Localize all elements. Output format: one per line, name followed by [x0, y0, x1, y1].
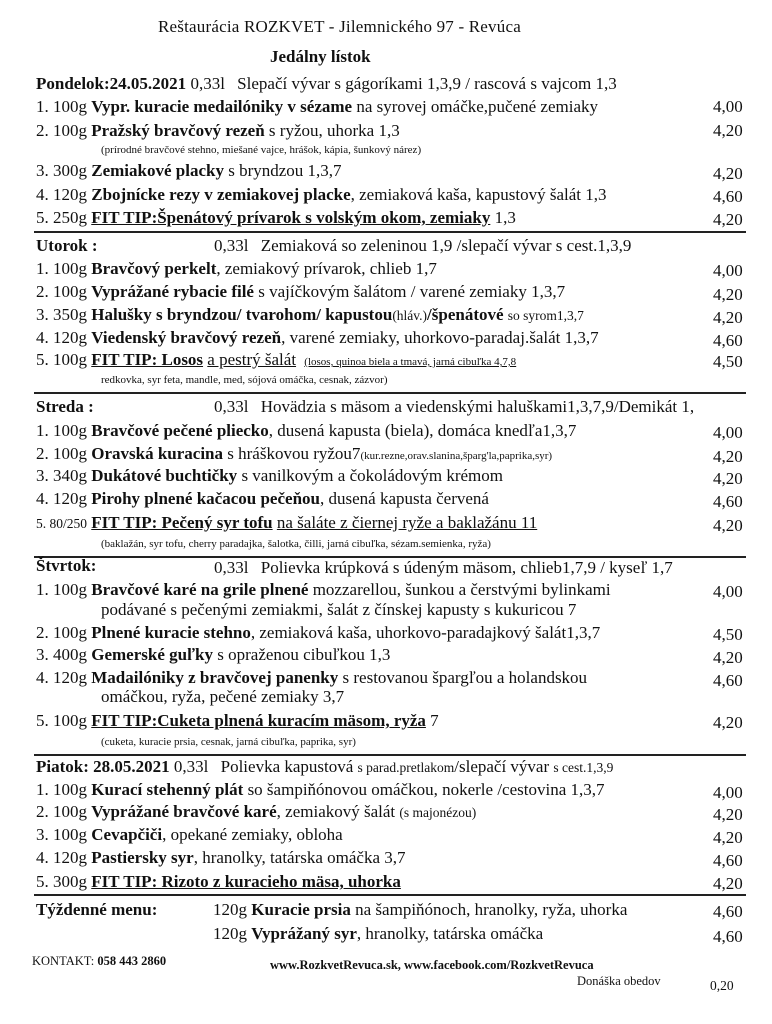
- item-dish: Oravská kuracina: [91, 444, 224, 463]
- menu-item: [36, 623, 600, 643]
- item-dish: Gemerské guľky: [91, 645, 214, 664]
- menu-item: [36, 513, 537, 533]
- menu-item: [36, 872, 401, 892]
- menu-item: [36, 161, 342, 181]
- contact-label: KONTAKT:: [32, 954, 95, 968]
- menu-item: [36, 305, 584, 325]
- item-subtext: redkovka, syr feta, mandle, med, sójová omáčka, cesnak, zázvor): [101, 374, 388, 386]
- soup-text: Hovädzia s mäsom a viedenskými haluškami1,3,7,9/Demikát 1,: [260, 397, 695, 416]
- item-rest: , zemiaková kaša, uhorkovo-paradajkový šalát1,3,7: [250, 623, 601, 642]
- item-price: 4,60: [713, 671, 743, 690]
- item-dish: Dukátové buchtičky: [91, 466, 238, 485]
- menu-item: [36, 825, 343, 845]
- item-subtext: (baklažán, syr tofu, cherry paradajka, šalotka, čilli, jarná cibuľka, sézam.semienka, ryža): [101, 538, 491, 550]
- divider: [34, 754, 746, 756]
- item-price: 4,20: [713, 874, 743, 893]
- item-rest: , varené zemiaky, uhorkovo-paradaj.šalát 1,3,7: [281, 328, 599, 347]
- item-number: 2. 100g: [36, 623, 87, 642]
- item-price: 4,20: [713, 210, 743, 229]
- item-rest: , zemiakový šalát: [276, 802, 396, 821]
- item-dish: Cevapčiči: [91, 825, 163, 844]
- item-price: 4,60: [713, 492, 743, 511]
- item-rest: s restovanou špargľou a holandskou: [342, 668, 588, 687]
- item-number: 120g: [213, 924, 247, 943]
- item-line-2: omáčkou, ryža, pečené zemiaky 3,7: [101, 687, 345, 706]
- item-price: 4,60: [713, 927, 743, 946]
- item-number: 3. 300g: [36, 161, 87, 180]
- soup-small: s parad.pretlakom: [357, 760, 455, 775]
- soup-amount: 0,33l: [214, 236, 249, 255]
- item-number: 1. 100g: [36, 580, 87, 599]
- menu-item: [36, 259, 437, 279]
- item-subtext: (prírodné bravčové stehno, miešané vajce, hrášok, kápia, šunkový nárez): [101, 144, 422, 156]
- item-dish-initial: K: [251, 900, 265, 919]
- divider: [34, 231, 746, 233]
- item-price: 4,00: [713, 783, 743, 802]
- day-name: Piatok: 28.05.2021: [36, 757, 170, 776]
- item-price: 4,60: [713, 902, 743, 921]
- item-price: 4,60: [713, 187, 743, 206]
- item-number: 4. 120g: [36, 848, 87, 867]
- item-price: 4,50: [713, 352, 743, 371]
- item-number: 3. 400g: [36, 645, 87, 664]
- item-number: 4. 120g: [36, 668, 87, 687]
- delivery-price: 0,20: [710, 978, 734, 993]
- item-rest: , zemiakový prívarok, chlieb 1,7: [216, 259, 437, 278]
- menu-item: [36, 421, 576, 441]
- item-dish: Plnené kuracie stehno: [91, 623, 251, 642]
- menu-item: [36, 645, 390, 665]
- item-dish: Vyprážané rybacie filé: [91, 282, 254, 301]
- soup-text: Polievka krúpková s údeným mäsom, chlieb1,7,9 / kyseľ 1,7: [260, 558, 673, 577]
- item-small: (kur.rezne,orav.slanina,šparg'la,paprika,syr): [360, 450, 553, 462]
- item-price: 4,20: [713, 308, 743, 327]
- item-price: 4,20: [713, 447, 743, 466]
- soup-text: Polievka kapustová: [220, 757, 354, 776]
- item-dish: Pastiersky syr: [91, 848, 194, 867]
- item-dish-2: /špenátové: [427, 305, 504, 324]
- item-rest: s hráškovou ryžou7: [227, 444, 361, 463]
- menu-item: [36, 444, 552, 464]
- item-price: 4,20: [713, 828, 743, 847]
- item-rest: , opekané zemiaky, obloha: [162, 825, 343, 844]
- item-number: 2. 100g: [36, 282, 87, 301]
- menu-item: [36, 780, 605, 800]
- item-number: 5. 100g: [36, 350, 87, 369]
- item-small: (s majonézou): [399, 805, 477, 820]
- item-price: 4,20: [713, 164, 743, 183]
- soup-amount: 0,33l: [173, 757, 209, 776]
- item-rest: s bryndzou 1,3,7: [228, 161, 342, 180]
- item-price: 4,20: [713, 285, 743, 304]
- item-rest: s opraženou cibuľkou 1,3: [217, 645, 391, 664]
- soup-text: Zemiaková so zeleninou 1,9 /slepačí vývar s cest.1,3,9: [260, 236, 632, 255]
- item-rest: na šampiňónoch, hranolky, ryža, uhorka: [355, 900, 628, 919]
- menu-title: Jedálny lístok: [270, 47, 371, 66]
- item-dish: Kurací stehenný plát: [91, 780, 244, 799]
- item-price: 4,20: [713, 469, 743, 488]
- menu-item: [36, 208, 516, 228]
- item-number: 5. 300g: [36, 872, 87, 891]
- item-price: 4,00: [713, 423, 743, 442]
- item-number: 1. 100g: [36, 259, 87, 278]
- day-name: Utorok :: [36, 236, 98, 255]
- menu-item: [36, 489, 489, 509]
- item-rest: , dusená kapusta červená: [319, 489, 489, 508]
- item-rest: , hranolky, tatárska omáčka 3,7: [193, 848, 406, 867]
- menu-item: [36, 185, 607, 205]
- soup-text-2: /slepačí vývar: [454, 757, 550, 776]
- menu-item: [36, 328, 599, 348]
- item-dish: FIT TIP: Losos: [91, 350, 204, 369]
- day-name: Pondelok:24.05.2021: [36, 74, 187, 93]
- item-rest: 1,3: [494, 208, 516, 227]
- item-number: 4. 120g: [36, 489, 87, 508]
- item-price: 4,50: [713, 625, 743, 644]
- item-number: 120g: [213, 900, 247, 919]
- divider: [34, 392, 746, 394]
- item-dish: Bravčové pečené pliecko: [91, 421, 269, 440]
- day-name: Streda :: [36, 397, 94, 416]
- delivery-label: Donáška obedov: [577, 974, 661, 988]
- item-dish: Vyprážané bravčové karé: [91, 802, 277, 821]
- item-number: 4. 120g: [36, 185, 87, 204]
- item-dish: Zbojnícke rezy v zemiakovej placke: [91, 185, 351, 204]
- item-dish: Pražský bravčový rezeň: [91, 121, 265, 140]
- item-price: 4,60: [713, 851, 743, 870]
- item-rest: , hranolky, tatárska omáčka: [356, 924, 544, 943]
- menu-item: [36, 282, 565, 302]
- item-number: 3. 340g: [36, 466, 87, 485]
- soup-amount: 0,33l: [214, 558, 249, 577]
- menu-item: [36, 97, 598, 117]
- contact: [32, 954, 166, 969]
- item-dish: FIT TIP: Pečený syr tofu: [91, 513, 273, 532]
- item-dish: uracie prsia: [264, 900, 351, 919]
- contact-phone: 058 443 2860: [97, 954, 167, 968]
- soup-amount: 0,33l: [214, 397, 249, 416]
- menu-item: [36, 668, 587, 688]
- item-rest: na syrovej omáčke,pučené zemiaky: [356, 97, 598, 116]
- item-rest: s vajíčkovým šalátom / varené zemiaky 1,3,7: [258, 282, 566, 301]
- weekly-item: [213, 900, 627, 920]
- item-rest: a pestrý šalát: [207, 350, 297, 369]
- weekly-item: [213, 924, 543, 944]
- item-rest: s ryžou, uhorka 1,3: [268, 121, 400, 140]
- item-number: 1. 100g: [36, 97, 87, 116]
- item-line-2: podávané s pečenými zemiakmi, šalát z čínskej kapusty s kukuricou 7: [101, 600, 577, 619]
- item-dish: Viedenský bravčový rezeň: [91, 328, 282, 347]
- soup-text: Slepačí vývar s gágoríkami 1,3,9 / rascová s vajcom 1,3: [237, 74, 617, 93]
- item-price: 4,20: [713, 121, 743, 140]
- item-price: 4,60: [713, 331, 743, 350]
- item-number: 4. 120g: [36, 328, 87, 347]
- item-small: (hláv.): [392, 308, 428, 323]
- item-dish: Bravčové karé na grile plnené: [91, 580, 309, 599]
- item-number: 1. 100g: [36, 780, 87, 799]
- item-price: 4,20: [713, 648, 743, 667]
- item-price: 4,00: [713, 97, 743, 116]
- item-number: 5. 80/250: [36, 516, 88, 531]
- item-dish: FIT TIP: Rizoto z kuracieho mäsa, uhorka: [91, 872, 401, 891]
- item-rest: so šampiňónovou omáčkou, nokerle /cestovina 1,3,7: [247, 780, 605, 799]
- item-number: 2. 100g: [36, 802, 87, 821]
- divider: [34, 894, 746, 896]
- weekly-label: Týždenné menu:: [36, 900, 158, 919]
- item-subtext: (cuketa, kuracie prsia, cesnak, jarná cibuľka, paprika, syr): [101, 736, 356, 748]
- item-dish: Halušky s bryndzou/ tvarohom/ kapustou: [91, 305, 393, 324]
- item-price: 4,20: [713, 805, 743, 824]
- item-number: 3. 100g: [36, 825, 87, 844]
- item-number: 3. 350g: [36, 305, 87, 324]
- item-price: 4,20: [713, 713, 743, 732]
- item-rest: 7: [430, 711, 439, 730]
- menu-item: [36, 121, 400, 141]
- soup-small-2: s cest.1,3,9: [553, 760, 614, 775]
- menu-item: [36, 848, 406, 868]
- menu-item: [36, 580, 611, 600]
- day-name: Štvrtok:: [36, 556, 97, 575]
- item-small: (losos, quinoa biela a tmavá, jarná cibuľka 4,7,8: [304, 356, 517, 368]
- item-number: 2. 100g: [36, 444, 87, 463]
- item-rest: , dusená kapusta (biela), domáca knedľa1,3,7: [268, 421, 577, 440]
- item-rest: , zemiaková kaša, kapustový šalát 1,3: [350, 185, 607, 204]
- item-dish: Zemiakové placky: [91, 161, 224, 180]
- menu-item: [36, 350, 516, 370]
- item-price: 4,20: [713, 516, 743, 535]
- item-dish: Vypr. kuracie medailóniky v sézame: [91, 97, 353, 116]
- item-number: 5. 250g: [36, 208, 87, 227]
- item-small-2: so syrom1,3,7: [507, 308, 584, 323]
- item-dish: Pirohy plnené kačacou pečeňou: [91, 489, 320, 508]
- item-price: 4,00: [713, 582, 743, 601]
- menu-item: [36, 466, 503, 486]
- item-number: 5. 100g: [36, 711, 87, 730]
- item-dish: FIT TIP:Cuketa plnená kuracím mäsom, ryža: [91, 711, 426, 730]
- soup-amount: 0,33l: [190, 74, 225, 93]
- item-price: 4,00: [713, 261, 743, 280]
- item-number: 2. 100g: [36, 121, 87, 140]
- item-dish: Bravčový perkelt: [91, 259, 217, 278]
- menu-item: [36, 711, 439, 731]
- website-links[interactable]: www.RozkvetRevuca.sk, www.facebook.com/RozkvetRevuca: [270, 958, 594, 972]
- item-dish: Vyprážaný syr: [251, 924, 357, 943]
- item-number: 1. 100g: [36, 421, 87, 440]
- item-rest: s vanilkovým a čokoládovým krémom: [241, 466, 504, 485]
- item-dish: FIT TIP:Špenátový prívarok s volským okom, zemiaky: [91, 208, 491, 227]
- item-dish: Madailóniky z bravčovej panenky: [91, 668, 339, 687]
- restaurant-heading: Reštaurácia ROZKVET - Jilemnického 97 - Revúca: [158, 17, 521, 36]
- menu-item: [36, 802, 476, 822]
- item-rest: na šaláte z čiernej ryže a baklažánu 11: [276, 513, 538, 532]
- item-rest: mozzarellou, šunkou a čerstvými bylinkami: [312, 580, 611, 599]
